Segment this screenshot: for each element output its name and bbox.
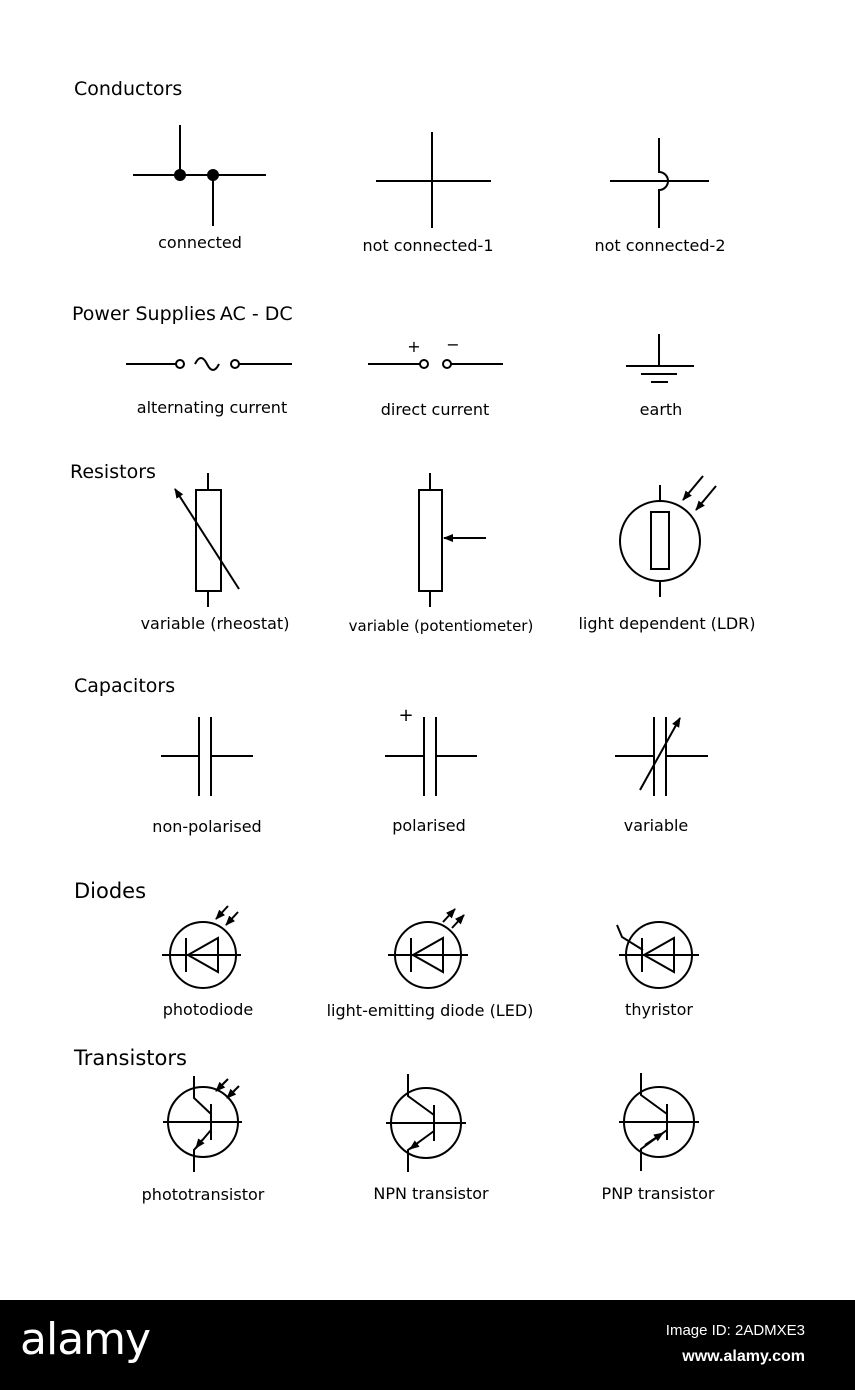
connected-junction-symbol: [133, 125, 266, 226]
not-connected-hop-symbol: [610, 138, 709, 228]
dc-source-symbol: [368, 360, 503, 368]
capacitor-polarised-symbol: [385, 717, 477, 796]
label-potentiometer: variable (potentiometer): [348, 617, 534, 635]
section-title-conductors: Conductors: [74, 78, 183, 100]
label-npn-transistor: NPN transistor: [373, 1184, 489, 1203]
label-pnp-transistor: PNP transistor: [601, 1184, 715, 1203]
section-title-resistors: Resistors: [70, 461, 156, 483]
capacitor-variable-symbol: [615, 717, 708, 796]
image-id-text: Image ID: 2ADMXE3: [665, 1322, 805, 1339]
watermark-footer: [0, 1300, 855, 1390]
label-thyristor: thyristor: [625, 1000, 693, 1019]
label-non-polarised: non-polarised: [152, 817, 262, 836]
photodiode-symbol: [162, 906, 241, 988]
label-rheostat: variable (rheostat): [140, 614, 290, 633]
section-title-transistors: Transistors: [74, 1046, 187, 1070]
alamy-logo: alamy: [20, 1314, 151, 1365]
label-not-connected-1: not connected-1: [362, 236, 494, 255]
site-url-text: www.alamy.com: [682, 1348, 805, 1365]
ldr-symbol: [620, 476, 716, 597]
label-polarised: polarised: [392, 816, 466, 835]
power-supplies-subtitle: AC - DC: [219, 303, 293, 325]
rheostat-symbol: [175, 473, 239, 607]
section-title-diodes: Diodes: [74, 879, 147, 903]
section-title-power-supplies: [72, 303, 293, 325]
label-earth: earth: [639, 400, 683, 419]
thyristor-symbol: [617, 922, 699, 988]
npn-transistor-symbol: [386, 1074, 466, 1172]
polarised-plus-sign: +: [398, 705, 414, 726]
label-photodiode: photodiode: [162, 1000, 254, 1019]
label-capacitor-variable: variable: [623, 816, 689, 835]
not-connected-crossing-symbol: [376, 132, 491, 228]
label-phototransistor: phototransistor: [141, 1185, 265, 1204]
pnp-transistor-symbol: [619, 1073, 699, 1171]
power-supplies-title: Power Supplies: [72, 303, 216, 325]
label-direct-current: direct current: [380, 400, 490, 419]
label-alternating-current: alternating current: [136, 398, 288, 417]
label-led: light-emitting diode (LED): [326, 1001, 534, 1020]
potentiometer-symbol: [419, 473, 486, 607]
label-ldr: light dependent (LDR): [578, 614, 756, 633]
earth-symbol: [626, 334, 694, 382]
led-symbol: [388, 909, 468, 988]
phototransistor-symbol: [163, 1076, 242, 1172]
capacitor-nonpolarised-symbol: [161, 717, 253, 796]
label-not-connected-2: not connected-2: [594, 236, 726, 255]
dc-minus-sign: −: [446, 335, 460, 354]
ac-source-symbol: [126, 358, 292, 370]
section-title-capacitors: Capacitors: [74, 675, 176, 697]
label-connected: connected: [158, 233, 242, 252]
dc-plus-sign: +: [407, 337, 421, 356]
